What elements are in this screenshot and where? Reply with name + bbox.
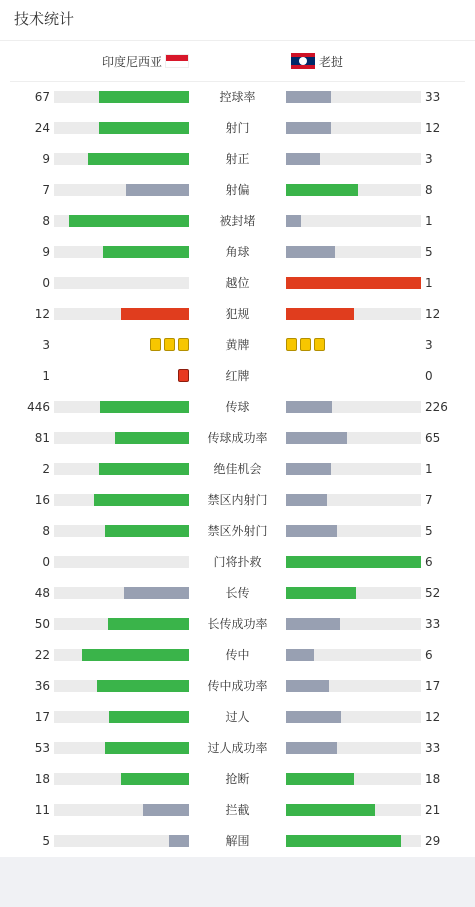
home-bar-track [54, 773, 189, 785]
stat-label: 犯规 [225, 307, 250, 321]
away-bar-fill [286, 494, 327, 506]
away-cards [286, 338, 325, 351]
home-bar-fill [109, 711, 189, 723]
away-bar-fill [286, 432, 347, 444]
away-value: 3 [425, 338, 433, 352]
yellow-card-icon [314, 338, 325, 351]
away-bar-fill [286, 308, 354, 320]
home-value: 7 [42, 183, 50, 197]
stat-label: 禁区外射门 [207, 524, 268, 538]
home-value: 2 [42, 462, 50, 476]
home-bar-track [54, 432, 189, 444]
away-bar-track [286, 215, 421, 227]
away-bar-track [286, 463, 421, 475]
home-value: 0 [42, 555, 50, 569]
away-value: 5 [425, 524, 433, 538]
away-bar-fill [286, 122, 331, 134]
away-bar-track [286, 308, 421, 320]
home-bar-fill [115, 432, 189, 444]
home-bar-track [54, 463, 189, 475]
stat-row [0, 211, 475, 231]
home-value: 18 [34, 772, 50, 786]
away-value: 1 [425, 276, 433, 290]
away-bar-track [286, 618, 421, 630]
home-bar-track [54, 122, 189, 134]
home-bar-track [54, 618, 189, 630]
away-bar-track [286, 587, 421, 599]
home-bar-track [54, 246, 189, 258]
home-value: 16 [34, 493, 50, 507]
home-bar-track [54, 525, 189, 537]
home-value: 36 [34, 679, 50, 693]
away-value: 8 [425, 183, 433, 197]
stat-row [0, 583, 475, 603]
stat-label: 禁区内射门 [207, 493, 268, 507]
stat-row [0, 304, 475, 324]
away-bar-fill [286, 773, 354, 785]
home-bar-track [54, 587, 189, 599]
home-value: 12 [34, 307, 50, 321]
home-bar-fill [126, 184, 189, 196]
yellow-card-icon [150, 338, 161, 351]
away-value: 29 [425, 834, 441, 848]
away-bar-track [286, 401, 421, 413]
away-bar-fill [286, 835, 401, 847]
stat-label: 门将扑救 [213, 555, 262, 569]
away-bar-track [286, 122, 421, 134]
stat-row [0, 676, 475, 696]
away-bar-track [286, 525, 421, 537]
away-team-name: 老挝 [319, 54, 344, 69]
home-bar-fill [103, 246, 189, 258]
away-bar-fill [286, 525, 337, 537]
away-value: 12 [425, 710, 441, 724]
stat-row [0, 645, 475, 665]
home-bar-fill [100, 401, 189, 413]
away-value: 7 [425, 493, 433, 507]
home-bar-fill [105, 742, 189, 754]
away-bar-fill [286, 246, 335, 258]
home-bar-fill [88, 153, 189, 165]
stat-row [0, 459, 475, 479]
away-value: 5 [425, 245, 433, 259]
stat-label: 过人 [225, 710, 250, 724]
away-value: 3 [425, 152, 433, 166]
away-value: 12 [425, 121, 441, 135]
home-value: 53 [34, 741, 50, 755]
stat-row [0, 800, 475, 820]
away-bar-fill [286, 463, 331, 475]
home-bar-track [54, 401, 189, 413]
stat-row [0, 769, 475, 789]
home-bar-fill [94, 494, 189, 506]
away-bar-fill [286, 680, 329, 692]
home-bar-fill [121, 308, 189, 320]
title-divider [0, 40, 475, 41]
away-bar-fill [286, 277, 421, 289]
away-bar-track [286, 711, 421, 723]
home-bar-fill [105, 525, 189, 537]
home-value: 8 [42, 214, 50, 228]
home-bar-fill [97, 680, 189, 692]
away-bar-fill [286, 401, 332, 413]
away-value: 6 [425, 648, 433, 662]
away-bar-track [286, 91, 421, 103]
stat-label: 长传成功率 [207, 617, 268, 631]
home-bar-track [54, 835, 189, 847]
header-divider [10, 81, 465, 82]
away-bar-track [286, 494, 421, 506]
stat-row [0, 521, 475, 541]
yellow-card-icon [286, 338, 297, 351]
home-bar-track [54, 184, 189, 196]
home-bar-track [54, 649, 189, 661]
away-bar-fill [286, 91, 331, 103]
stat-row [0, 707, 475, 727]
home-bar-fill [69, 215, 189, 227]
stat-label: 黄牌 [225, 338, 250, 352]
away-value: 1 [425, 214, 433, 228]
away-bar-track [286, 649, 421, 661]
red-card-icon [178, 369, 189, 382]
home-value: 0 [42, 276, 50, 290]
stat-row [0, 87, 475, 107]
away-value: 18 [425, 772, 441, 786]
stat-row [0, 242, 475, 262]
away-bar-track [286, 804, 421, 816]
stat-row [0, 738, 475, 758]
home-value: 9 [42, 152, 50, 166]
stat-label: 传球 [225, 400, 250, 414]
stat-row [0, 366, 475, 386]
home-cards [178, 369, 189, 382]
stat-row [0, 614, 475, 634]
home-team-name: 印度尼西亚 [102, 54, 163, 69]
home-bar-track [54, 494, 189, 506]
home-bar-track [54, 153, 189, 165]
away-value: 226 [425, 400, 448, 414]
away-value: 1 [425, 462, 433, 476]
home-value: 17 [34, 710, 50, 724]
home-value: 3 [42, 338, 50, 352]
away-value: 0 [425, 369, 433, 383]
stat-row [0, 335, 475, 355]
away-bar-fill [286, 742, 337, 754]
away-bar-fill [286, 618, 340, 630]
away-bar-track [286, 742, 421, 754]
away-bar-fill [286, 711, 341, 723]
home-bar-track [54, 215, 189, 227]
home-value: 9 [42, 245, 50, 259]
stat-label: 抢断 [225, 772, 250, 786]
away-bar-track [286, 680, 421, 692]
home-cards [150, 338, 189, 351]
away-bar-fill [286, 649, 314, 661]
stat-label: 传球成功率 [207, 431, 268, 445]
home-value: 22 [34, 648, 50, 662]
home-bar-fill [99, 91, 189, 103]
home-bar-fill [108, 618, 189, 630]
stat-label: 解围 [225, 834, 250, 848]
home-value: 5 [42, 834, 50, 848]
yellow-card-icon [300, 338, 311, 351]
home-bar-fill [143, 804, 189, 816]
away-value: 65 [425, 431, 441, 445]
home-bar-fill [99, 463, 189, 475]
yellow-card-icon [178, 338, 189, 351]
stat-row [0, 397, 475, 417]
away-bar-track [286, 432, 421, 444]
home-bar-track [54, 711, 189, 723]
away-value: 33 [425, 741, 441, 755]
stat-label: 拦截 [225, 803, 250, 817]
stat-label: 传中 [225, 648, 250, 662]
home-bar-track [54, 556, 189, 568]
home-value: 8 [42, 524, 50, 538]
home-team-header [102, 52, 189, 70]
stat-label: 被封堵 [219, 214, 256, 228]
home-value: 1 [42, 369, 50, 383]
away-bar-track [286, 773, 421, 785]
home-bar-track [54, 804, 189, 816]
away-team-header [291, 52, 343, 70]
away-value: 33 [425, 617, 441, 631]
stat-row [0, 552, 475, 572]
home-bar-fill [99, 122, 189, 134]
away-bar-fill [286, 184, 358, 196]
home-bar-fill [169, 835, 189, 847]
stat-label: 射偏 [225, 183, 250, 197]
stat-label: 绝佳机会 [213, 462, 262, 476]
away-bar-fill [286, 215, 301, 227]
stat-row [0, 831, 475, 851]
away-bar-track [286, 835, 421, 847]
away-value: 17 [425, 679, 441, 693]
stat-row [0, 118, 475, 138]
home-value: 50 [34, 617, 50, 631]
indonesia-flag-icon [165, 54, 189, 68]
stat-label: 射门 [225, 121, 250, 135]
home-value: 48 [34, 586, 50, 600]
stat-row [0, 428, 475, 448]
stat-label: 传中成功率 [207, 679, 268, 693]
home-value: 11 [34, 803, 50, 817]
away-bar-fill [286, 587, 356, 599]
away-value: 52 [425, 586, 441, 600]
away-value: 33 [425, 90, 441, 104]
home-bar-track [54, 308, 189, 320]
stat-row [0, 490, 475, 510]
away-bar-track [286, 277, 421, 289]
away-bar-track [286, 246, 421, 258]
away-value: 12 [425, 307, 441, 321]
home-bar-fill [121, 773, 189, 785]
home-bar-track [54, 91, 189, 103]
stat-label: 红牌 [225, 369, 250, 383]
stat-label: 控球率 [219, 90, 256, 104]
stat-label: 长传 [225, 586, 250, 600]
stat-label: 过人成功率 [207, 741, 268, 755]
away-bar-fill [286, 556, 421, 568]
home-bar-fill [82, 649, 189, 661]
away-bar-track [286, 184, 421, 196]
stat-row [0, 180, 475, 200]
stat-label: 角球 [225, 245, 250, 259]
home-value: 67 [34, 90, 50, 104]
laos-flag-icon [291, 53, 315, 69]
yellow-card-icon [164, 338, 175, 351]
home-bar-fill [124, 587, 189, 599]
home-bar-track [54, 680, 189, 692]
panel-title: 技术统计 [14, 10, 75, 28]
away-bar-fill [286, 153, 320, 165]
stat-label: 射正 [225, 152, 250, 166]
away-value: 6 [425, 555, 433, 569]
stat-row [0, 149, 475, 169]
away-bar-track [286, 153, 421, 165]
home-bar-track [54, 277, 189, 289]
away-value: 21 [425, 803, 441, 817]
stat-row [0, 273, 475, 293]
home-value: 24 [34, 121, 50, 135]
home-bar-track [54, 742, 189, 754]
home-value: 81 [34, 431, 50, 445]
away-bar-track [286, 556, 421, 568]
stat-label: 越位 [225, 276, 250, 290]
home-value: 446 [27, 400, 50, 414]
away-bar-fill [286, 804, 375, 816]
